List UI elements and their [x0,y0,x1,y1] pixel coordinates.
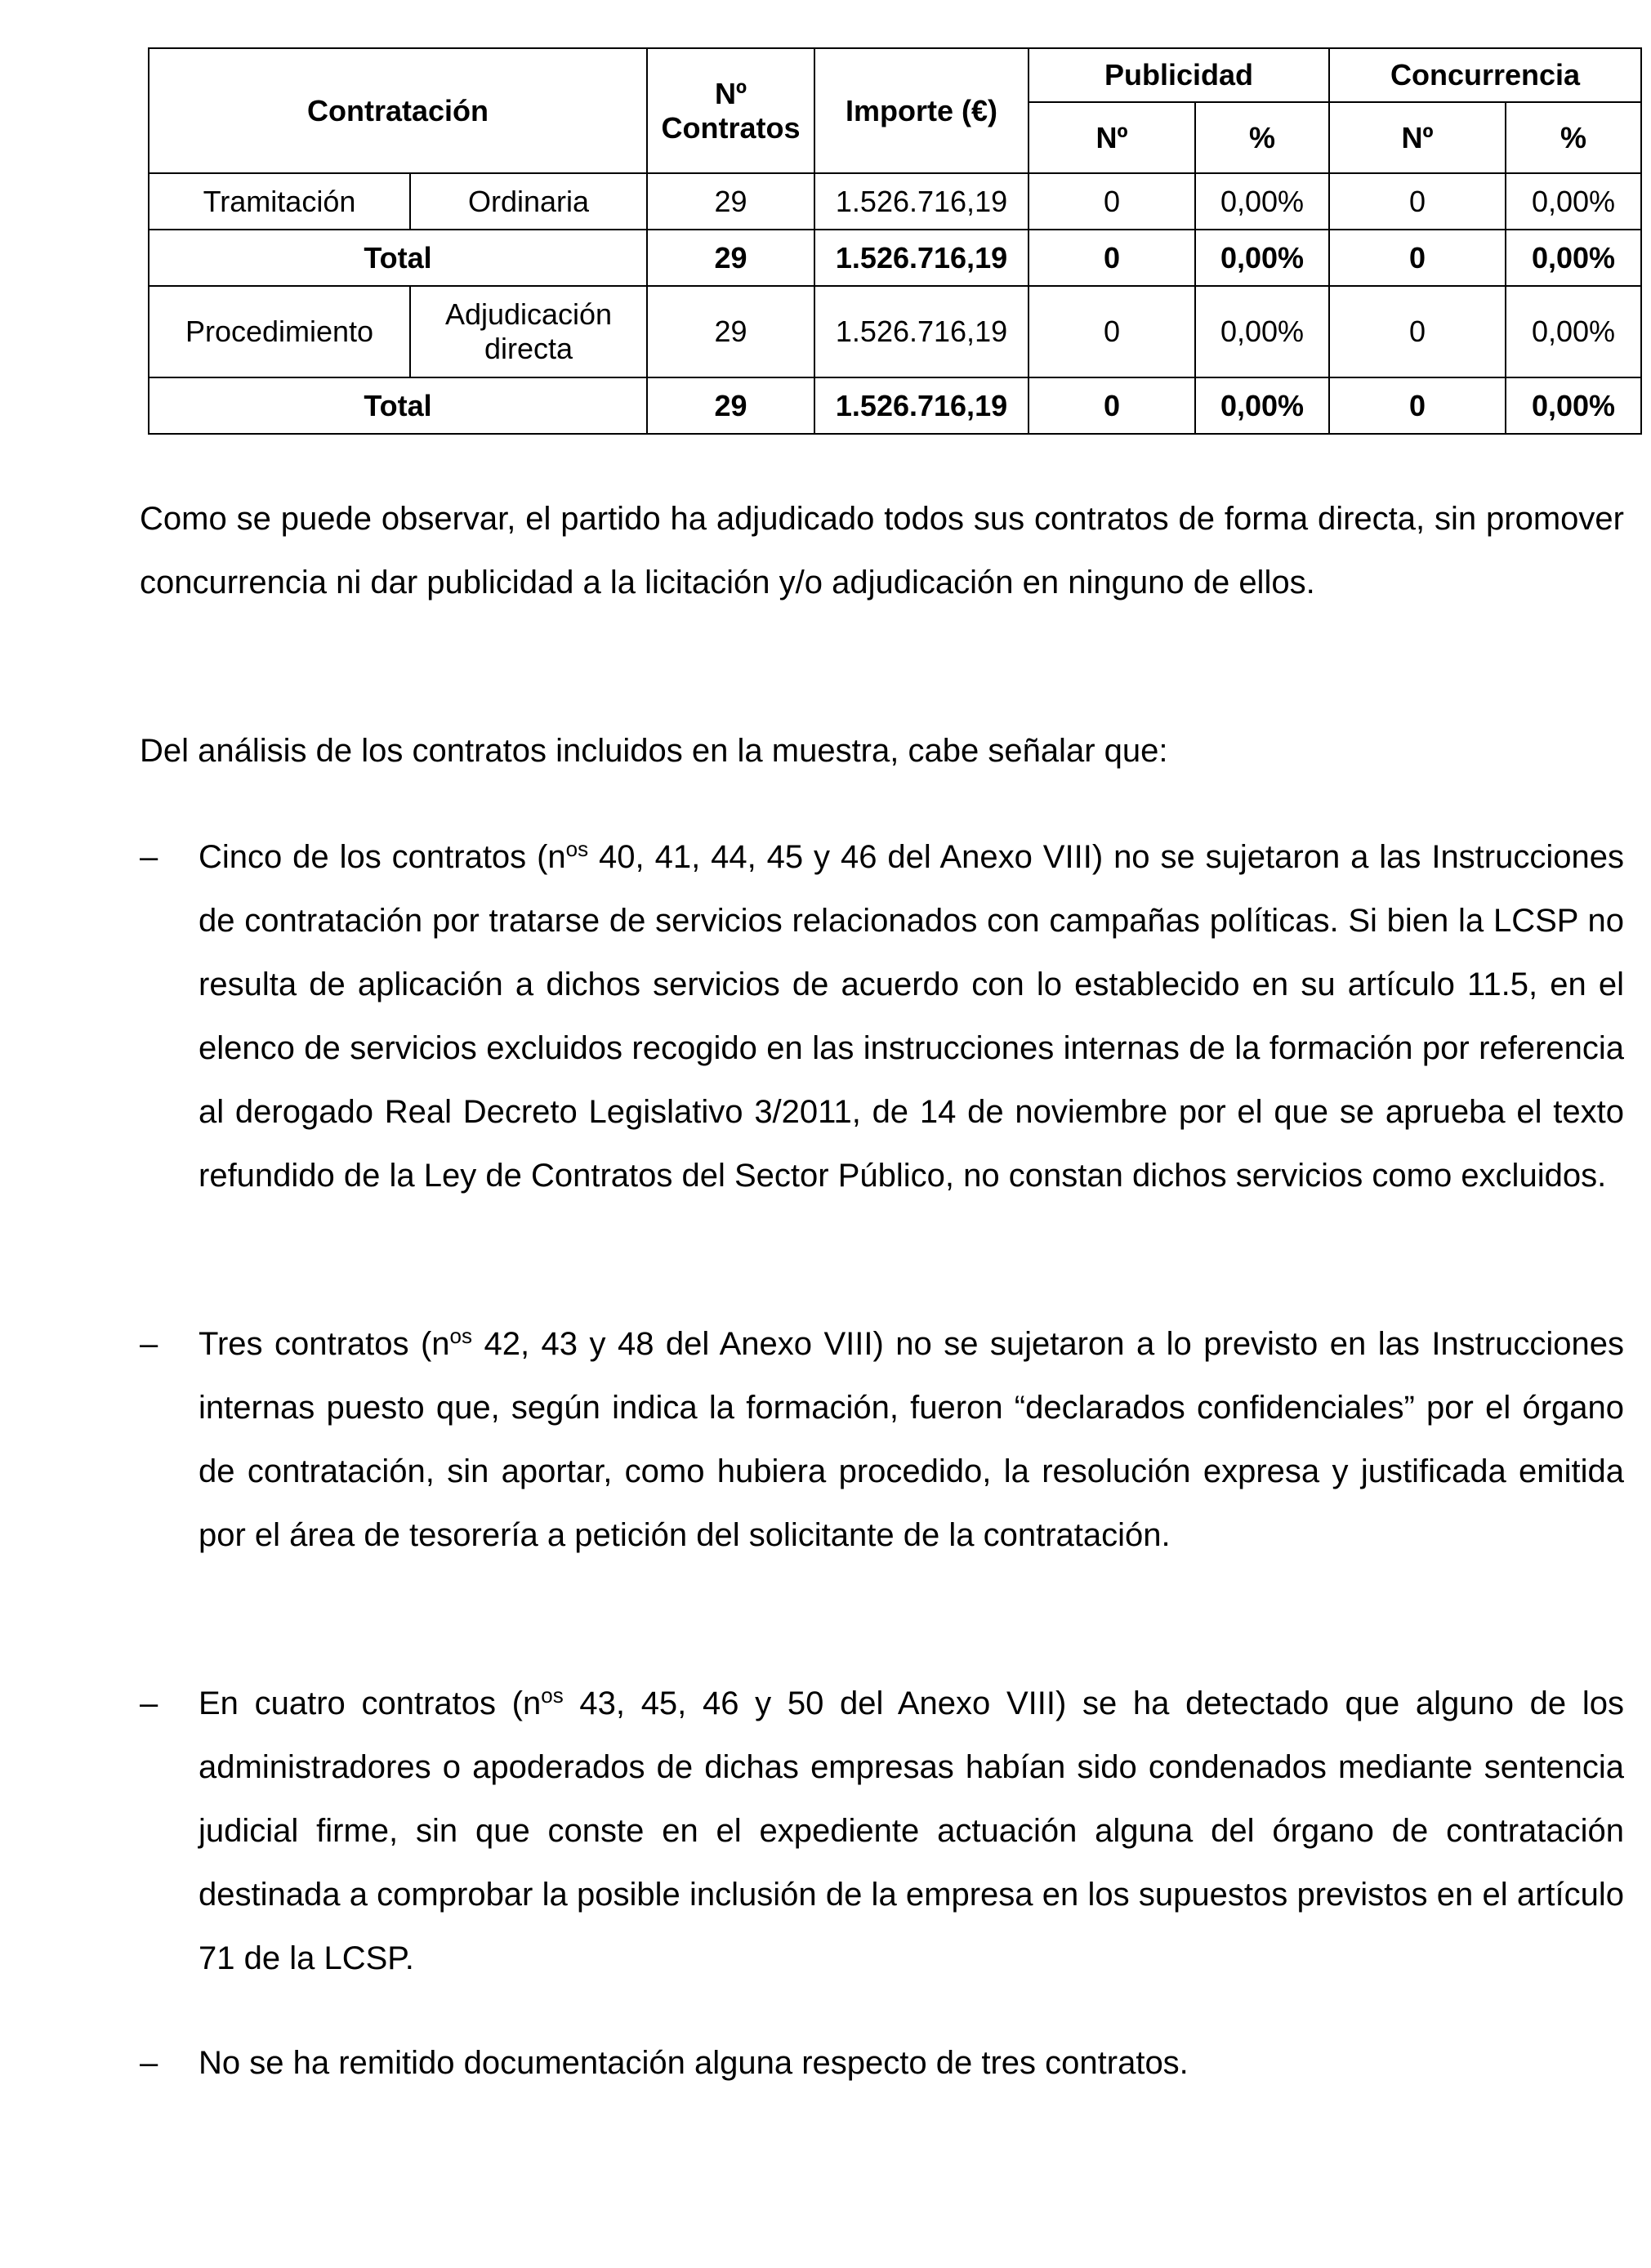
row-con-n: 0 [1329,377,1506,434]
header-importe-label: Importe (€) [846,93,998,127]
row-con-n: 0 [1329,286,1506,377]
row-pub-n: 0 [1029,377,1195,434]
row-importe: 1.526.716,19 [814,286,1029,377]
table-row [149,173,1641,230]
subheader-con-pct: % [1506,102,1641,173]
list-item [140,825,1624,1208]
list-item-text-end: 43, 45, 46 y 50 del Anexo VIII) se ha detectado que alguno de los administradores o apoderados de dichas empresas habían sido condenados mediante sentencia judicial firme, sin que conste en el expediente actuación alguna del órgano de contratación destinada a comprobar la posible inclusión de la empresa en los supuestos previstos en el artículo 71 de la LCSP. [199,1685,1624,1976]
row-n-contratos: 29 [647,230,814,286]
list-item-text [199,1672,1624,1990]
list-item-text [199,1312,1624,1567]
header-importe [814,48,1029,173]
table-row [149,286,1641,377]
row-importe: 1.526.716,19 [814,230,1029,286]
table-total-row [149,377,1641,434]
row-category: Tramitación [149,173,410,230]
row-con-pct: 0,00% [1506,286,1641,377]
dash-bullet: – [140,2045,158,2081]
header-contratacion: Contratación [149,48,647,173]
row-n-contratos: 29 [647,286,814,377]
row-con-pct: 0,00% [1506,377,1641,434]
row-total-label: Total [149,377,647,434]
list-item-text [199,825,1624,1208]
header-n-contratos [647,48,814,173]
superscript: os [449,1324,473,1348]
paragraph-intro [140,719,1624,783]
row-importe: 1.526.716,19 [814,377,1029,434]
dash-bullet: – [140,1326,158,1362]
row-total-label: Total [149,230,647,286]
header-concurrencia: Concurrencia [1329,48,1641,102]
row-pub-n: 0 [1029,286,1195,377]
list-item-text-end: 40, 41, 44, 45 y 46 del Anexo VIII) no se sujetaron a las Instrucciones de contratación por tratarse de servicios relacionados con campañas políticas. Si bien la LCSP no resulta de aplicación a dichos servicios de acuerdo con lo establecido en su artículo 11.5, en el elenco de servicios excluidos recogido en las instrucciones internas de la formación por referencia al derogado Real Decreto Legislativo 3/2011, de 14 de noviembre por el que se aprueba el texto refundido de la Ley de Contratos del Sector Público, no constan dichos servicios como excluidos. [199,839,1624,1194]
table-header-row [149,48,1641,102]
list-item-text-start: Cinco de los contratos (n [199,839,566,875]
row-pub-pct: 0,00% [1195,230,1329,286]
list-item [140,1672,1624,1990]
row-n-contratos: 29 [647,173,814,230]
list-item-text-start: Tres contratos (n [199,1326,450,1362]
superscript: os [565,837,589,861]
list-item-text: No se ha remitido documentación alguna respecto de tres contratos. [199,2045,1189,2081]
row-category: Procedimiento [149,286,410,377]
row-pub-n: 0 [1029,230,1195,286]
row-subcategory: Ordinaria [410,173,647,230]
row-con-pct: 0,00% [1506,173,1641,230]
subheader-pub-pct: % [1195,102,1329,173]
list-item [140,1312,1624,1567]
list-item [140,2031,1624,2095]
row-con-n: 0 [1329,173,1506,230]
header-n-contratos-label: Nº Contratos [661,76,801,145]
superscript: os [541,1683,564,1708]
paragraph-text: Del análisis de los contratos incluidos en la muestra, cabe señalar que: [140,733,1168,769]
table-total-row [149,230,1641,286]
paragraph-text: Como se puede observar, el partido ha adjudicado todos sus contratos de forma directa, sin promover concurrencia ni dar publicidad a la licitación y/o adjudicación en ninguno de ellos. [140,501,1624,600]
row-n-contratos: 29 [647,377,814,434]
row-importe: 1.526.716,19 [814,173,1029,230]
row-subcategory: Adjudicación directa [410,286,647,377]
list-item-text-end: 42, 43 y 48 del Anexo VIII) no se sujetaron a lo previsto en las Instrucciones internas puesto que, según indica la formación, fueron “declarados confidenciales” por el órgano de contratación, sin aportar, como hubiera procedido, la resolución expresa y justificada emitida por el área de tesorería a petición del solicitante de la contratación. [199,1326,1624,1553]
list-item-text-start: En cuatro contratos (n [199,1685,542,1721]
paragraph-observation [140,487,1624,614]
dash-bullet: – [140,1685,158,1721]
row-con-n: 0 [1329,230,1506,286]
dash-bullet: – [140,839,158,875]
row-pub-pct: 0,00% [1195,173,1329,230]
contracts-summary-table [148,47,1642,435]
subheader-con-n: Nº [1329,102,1506,173]
row-pub-pct: 0,00% [1195,377,1329,434]
header-publicidad: Publicidad [1029,48,1329,102]
subheader-pub-n: Nº [1029,102,1195,173]
row-con-pct: 0,00% [1506,230,1641,286]
row-pub-pct: 0,00% [1195,286,1329,377]
row-pub-n: 0 [1029,173,1195,230]
